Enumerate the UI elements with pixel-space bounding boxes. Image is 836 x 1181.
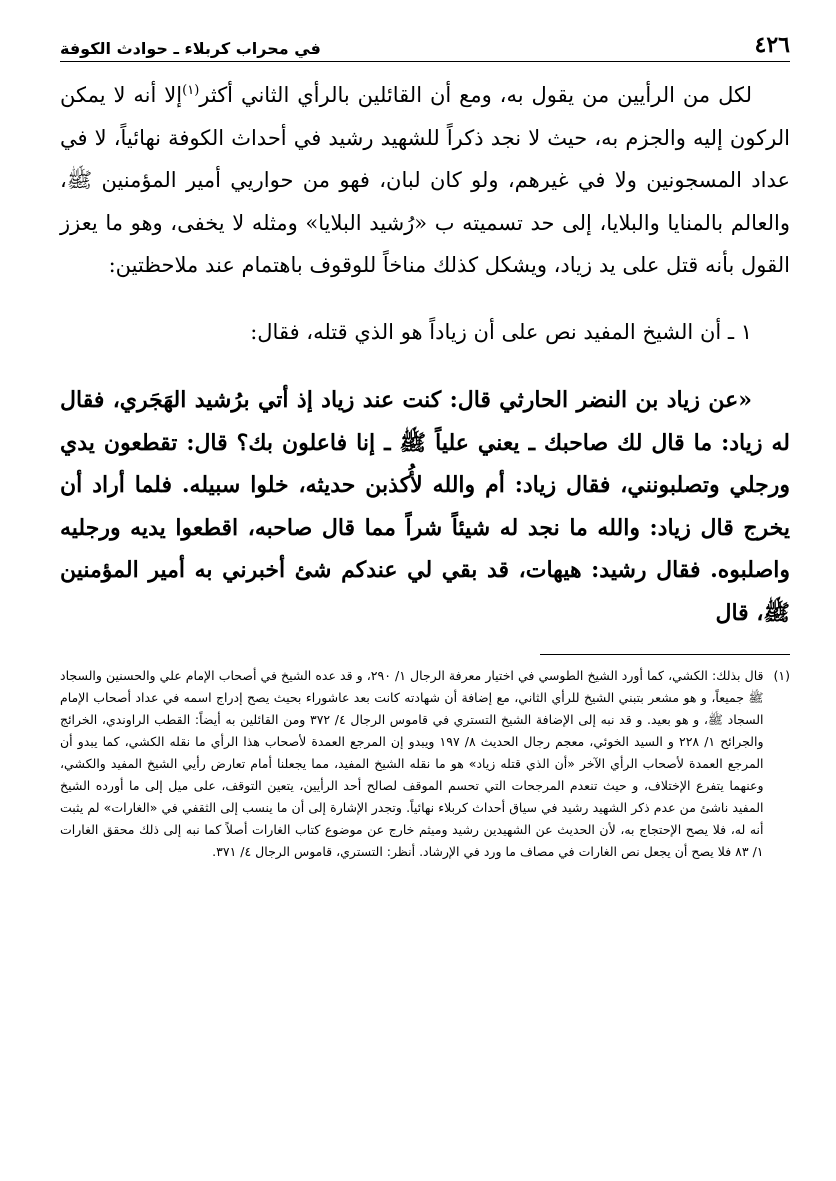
body-paragraph-1	[60, 74, 790, 287]
footnote-text: قال بذلك: الكشي، كما أورد الشيخ الطوسي في اختيار معرفة الرجال ١/ ٢٩٠، و قد عده الشيخ في أصحاب الإمام علي والحسنين والسجاد ﷺ جميعاً، و هو مشعر بتبني الشيخ للرأي الثاني، مع إضافة أن شهادته كانت بعد عاشوراء بحيث يصح إدراج اسمه في عداد أصحاب الإمام السجاد ﷺ، و هو بعيد. و قد نبه إلى الإضافة الشيخ التستري في قاموس الرجال ٤/ ٣٧٢ ومن القائلين به أيضاً: القطب الراوندي، الخرائج والجرائح ١/ ٢٢٨ و السيد الخوئي، معجم رجال الحديث ٨/ ١٩٧ ويبدو إن المرجع العمدة لأصحاب هذا الرأي ما نقله الكشي، كما يبدو أن المرجع العمدة لأصحاب الرأي الآخر «أن الذي قتله زياد» هو ما نقله الشيخ المفيد، مما يجعلنا أمام تعارض رأيي الشيخ المفيد والكشي، وعنهما يتفرع الإختلاف، و حيث تنعدم المرجحات التي تحسم الموقف لصالح أحد الرأيين، يتعين التوقف، على ميل إلى ما أورده الشيخ المفيد ناشئ من عدم ذكر الشهيد رشيد في سياق أحداث كربلاء نهائياً. وتجدر الإشارة إلى أن ما ينسب إلى الثقفي في «الغارات» لم يثبت أنه له، فلا يصح الإحتجاج به، لأن الحديث عن الشهيدين رشيد وميثم خارج عن موضوع كتاب الغارات أصلاً كما نبه إلى ذلك محقق الغارات ١/ ٨٣ فلا يصح أن يجعل نص الغارات في مصاف ما ورد في الإرشاد. أنظر: التستري، قاموس الرجال ٤/ ٣٧١.	[60, 668, 764, 859]
page-number: ٤٢٦	[754, 32, 790, 58]
running-title: في محراب كربلاء ـ حوادث الكوفة	[60, 39, 321, 58]
footnote-reference[interactable]: (١)	[182, 83, 200, 98]
book-page	[60, 30, 790, 863]
footnote-marker: (١)	[773, 668, 790, 683]
quoted-narration: «عن زياد بن النضر الحارثي قال: كنت عند زياد إذ أتي برُشيد الهَجَري، فقال له زياد: ما قال لك صاحبك ـ يعني علياً ﷺ ـ إنا فاعلون بك؟ قال: تقطعون يدي ورجلي وتصلبونني، فقال زياد: أم والله لأُكذبن حديثه، خلوا سبيله. فلما أراد أن يخرج قال زياد: والله ما نجد له شيئاً شراً مما قال صاحبه، اقطعوا يديه ورجليه واصلبوه. فقال رشيد: هيهات، قد بقي لي عندكم شئ أخبرني به أمير المؤمنين ﷺ، قال	[60, 387, 790, 626]
body-paragraph-2: ١ ـ أن الشيخ المفيد نص على أن زياداً هو الذي قتله، فقال:	[250, 319, 752, 344]
paragraph-1-start: لكل من الرأيين من يقول به، ومع أن القائلين بالرأي الثاني أكثر	[199, 83, 753, 107]
footnote	[60, 665, 790, 863]
page-header	[60, 30, 790, 62]
paragraph-1-rest: إلا أنه لا يمكن الركون إليه والجزم به، حيث لا نجد ذكراً للشهيد رشيد في أحداث الكوفة نهائياً، لا في عداد المسجونين ولا في غيرهم، ولو كان لبان، فهو من حواريي أمير المؤمنين ﷺ، والعالم بالمنايا والبلايا، إلى حد تسميته ب «رُشيد البلايا» ومثله لا يخفى، وهو ما يعزز القول بأنه قتل على يد زياد، ويشكل كذلك مناخاً للوقوف باهتمام عند ملاحظتين:	[60, 83, 790, 277]
footnote-separator	[540, 654, 790, 655]
